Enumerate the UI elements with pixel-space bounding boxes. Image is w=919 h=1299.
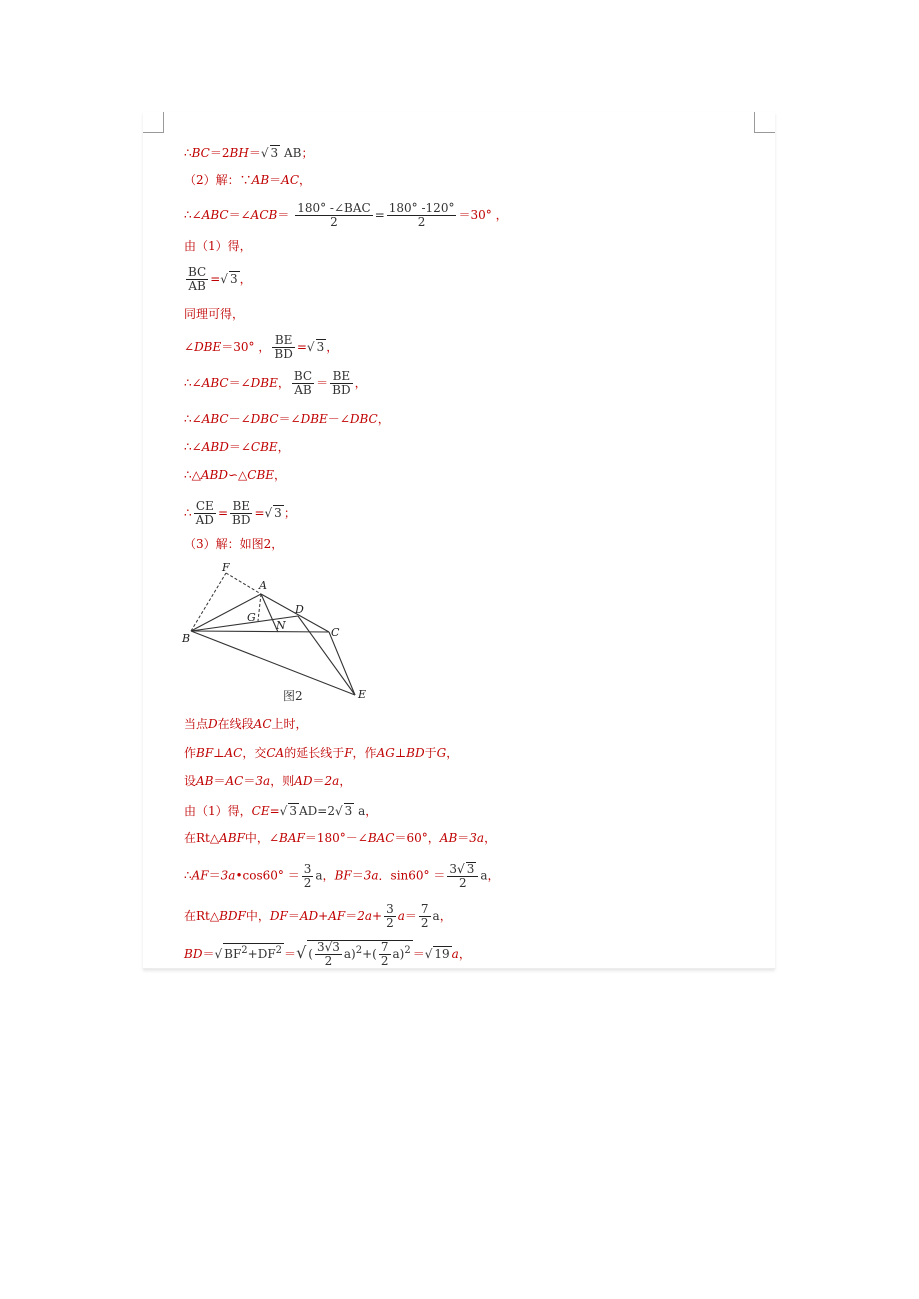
line-af-bf-values: ∴AF＝3a•cos60° ＝ $\frac{3}{2}$ a，BF＝3a．sin60° ＝ $\frac{3√ 3}{2}$ a， [184, 861, 500, 890]
fraction: $\frac{BC}{AB}$ [293, 369, 313, 397]
segment-be [191, 631, 355, 695]
fraction: $\frac{\text{180° -∠BAC}}{2}$ [297, 201, 371, 229]
line-bc-2bh: ∴BC＝2BH＝√ 3 AB； [184, 146, 314, 160]
line-rt-abf: 在Rt△ABF中，∠BAF＝180°－∠BAC＝60°，AB＝3a， [184, 831, 497, 845]
line-construction: 作BF⊥AC，交CA的延长线于F，作AG⊥BD于G， [184, 746, 459, 760]
line-angle-difference: ∴∠ABC－∠DBC＝∠DBE－∠DBC， [184, 412, 390, 426]
line-dbe-30: ∠DBE＝30° ， $\frac{BE}{BD}$ =√ 3 ， [184, 333, 339, 361]
point-label-e: E [358, 688, 367, 701]
fraction: $\frac{3√ 3}{2}$ [447, 862, 478, 890]
fraction: $\frac{7}{2}$ [380, 940, 389, 968]
line-similar-triangles: ∴△ABD∽△CBE， [184, 468, 287, 482]
line-angle-abc-30: ∴∠ABC＝∠ACB＝ $\frac{\text{180° -∠BAC}}{2}$ = $\frac{180^\circ -120^\circ}{2}$ ＝30° ， [184, 201, 508, 229]
line-let-ab-ac: 设AB＝AC＝3a，则AD＝2a， [184, 774, 352, 788]
fraction: $\frac{BE}{BD}$ [232, 499, 251, 527]
line-abd-eq-cbe: ∴∠ABD＝∠CBE， [184, 440, 290, 454]
segment-ag-dashed [258, 594, 261, 621]
line-rt-bdf: 在Rt△BDF中，DF＝AD+AF＝2a+ $\frac{3}{2}$ a＝ $\frac{7}{2}$ a， [184, 902, 452, 930]
point-label-n: N [276, 619, 286, 632]
line-ce-value: 由（1）得，CE=√ 3 AD=2√ 3 a， [184, 804, 378, 818]
point-label-g: G [247, 611, 256, 624]
point-label-d: D [295, 603, 304, 616]
fraction: $\frac{3√3}{2}$ [316, 940, 340, 968]
line-bd-value: BD＝√ $BF^2+DF^2$ ＝√ ( $\frac{3√3}{2}$ a)$^2$+( $\frac{7}{2}$ a)$^2$ ＝√ 19 a， [184, 940, 471, 968]
fraction: $\frac{CE}{AD}$ [195, 499, 214, 527]
line-bc-ab-sqrt3: $\frac{BC}{AB}$ =√ 3 ， [188, 265, 252, 293]
fraction: $\frac{180^\circ -120^\circ}{2}$ [388, 201, 455, 229]
segment-de [298, 616, 355, 695]
page-corner-mark [754, 112, 775, 133]
document-page [143, 112, 775, 969]
fraction: $\frac{BE}{BD}$ [274, 333, 293, 361]
line-part2-start: （2）解：∵AB＝AC， [184, 173, 312, 187]
fraction: $\frac{BC}{AB}$ [188, 265, 207, 293]
page-corner-mark [143, 112, 164, 133]
point-label-f: F [222, 561, 230, 574]
figure-caption: 图2 [283, 689, 303, 703]
fraction: $\frac{3}{2}$ [386, 902, 394, 930]
point-label-a: A [259, 579, 267, 592]
geometry-figure-2 [179, 558, 379, 703]
line-ce-ad-ratio: ∴ $\frac{CE}{AD}$ = $\frac{BE}{BD}$ =√ 3 ； [184, 499, 296, 527]
fraction: $\frac{BE}{BD}$ [332, 369, 351, 397]
fraction: $\frac{7}{2}$ [420, 902, 429, 930]
line-similarly: 同理可得， [184, 307, 245, 321]
line-part3-start: （3）解：如图2， [184, 537, 284, 551]
point-label-c: C [331, 626, 340, 639]
line-abc-eq-dbe: ∴∠ABC＝∠DBE， $\frac{BC}{AB}$ ＝ $\frac{BE}{BD}$ ， [184, 369, 367, 397]
line-from-part1: 由（1）得， [184, 239, 252, 253]
line-when-d-on-ac: 当点D在线段AC上时， [184, 717, 308, 731]
fraction: $\frac{3}{2}$ [303, 861, 312, 890]
segment-fa-dashed [226, 573, 261, 594]
point-label-b: B [182, 632, 191, 645]
